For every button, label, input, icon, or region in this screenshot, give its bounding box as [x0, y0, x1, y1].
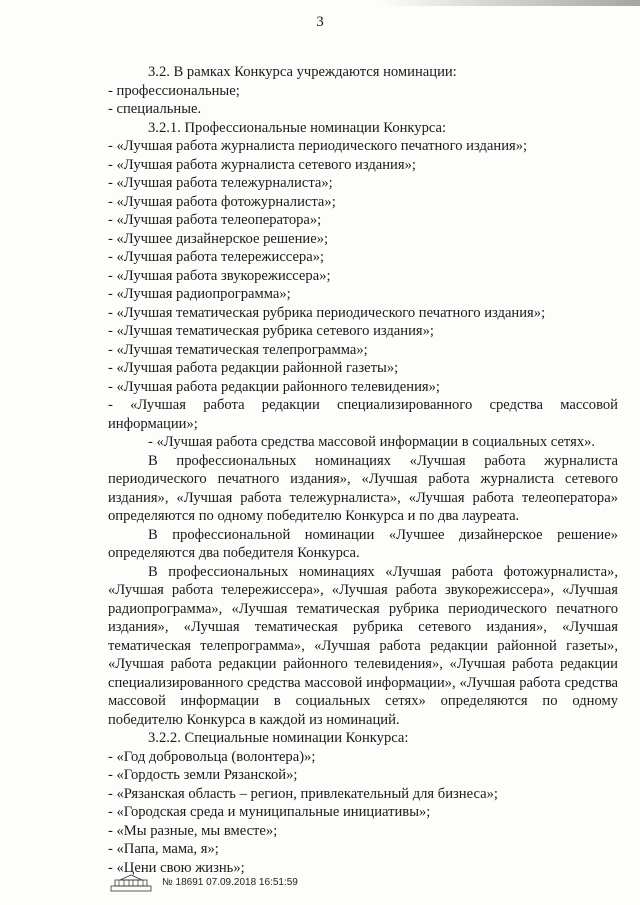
list-item: - «Лучшая работа редакции районного телевидения»;: [108, 378, 440, 395]
list-item: - «Лучшая работа журналиста периодического печатного издания»;: [108, 138, 528, 154]
document-registration-stamp: № 18691 07.09.2018 16:51:59: [162, 877, 298, 888]
list-item: - «Папа, мама, я»;: [108, 841, 219, 857]
list-item: - профессиональные;: [108, 82, 240, 99]
list-item: - «Лучшая тематическая рубрика сетевого издания»;: [108, 323, 434, 339]
section-3-2-2-heading: 3.2.2. Специальные номинации Конкурса:: [148, 730, 409, 746]
list-item: - «Гордость земли Рязанской»;: [108, 767, 298, 783]
list-item: - «Лучшая работа телеоператора»;: [108, 212, 322, 228]
list-item: - «Лучшая работа журналиста сетевого издания»;: [108, 156, 416, 173]
section-3-2-heading: 3.2. В рамках Конкурса учреждаются номинации:: [148, 64, 457, 80]
list-item: - «Лучшая тематическая телепрограмма»;: [108, 341, 368, 358]
list-item: - специальные.: [108, 101, 202, 117]
list-item: - «Лучшая тематическая рубрика периодического печатного издания»;: [108, 304, 546, 321]
list-item: - «Год добровольца (волонтера)»;: [108, 748, 316, 765]
list-item: - «Лучшая работа телережиссера»;: [108, 249, 325, 265]
list-item: - «Мы разные, мы вместе»;: [108, 822, 278, 839]
list-item: - «Лучшая радиопрограмма»;: [108, 286, 291, 302]
list-item: - «Лучшая работа фотожурналиста»;: [108, 193, 336, 210]
list-item: - «Лучшая работа тележурналиста»;: [108, 175, 333, 191]
list-item: - «Лучшая работа средства массовой информации в социальных сетях».: [148, 434, 596, 450]
list-item: - «Цени свою жизнь»;: [108, 859, 245, 876]
paragraph: В профессиональных номинациях «Лучшая работа фотожурналиста», «Лучшая работа телережиссера», «Лучшая работа звукорежиссера», «Лучшая радиопрограмма», «Лучшая тематическая рубрика периодического печатного издания», «Лучшая тематическая рубрика сетевого издания», «Лучшая тематическая телепрограмма», «Лучшая работа редакции районной газеты», «Лучшая работа редакции районного телевидения», «Лучшая работа редакции специализированного средства массовой информации», «Лучшая работа средства массовой информации в социальных сетях» определяются по одному победителю Конкурса в каждой из номинаций.: [108, 563, 618, 728]
list-item: - «Рязанская область – регион, привлекательный для бизнеса»;: [108, 785, 498, 802]
list-item: - «Городская среда и муниципальные инициативы»;: [108, 804, 431, 820]
scan-edge-artifact: [380, 0, 640, 6]
list-item: - «Лучшее дизайнерское решение»;: [108, 230, 329, 247]
list-item: - «Лучшая работа редакции районной газеты»;: [108, 360, 399, 376]
paragraph: В профессиональной номинации «Лучшее дизайнерское решение» определяются два победителя Конкурса.: [108, 526, 618, 561]
document-body: [108, 63, 618, 877]
page-number: 3: [316, 14, 324, 30]
list-item: - «Лучшая работа звукорежиссера»;: [108, 267, 331, 284]
list-item-long: - «Лучшая работа редакции специализированного средства массовой информации»;: [108, 397, 618, 432]
paragraph: В профессиональных номинациях «Лучшая работа журналиста периодического печатного издания», «Лучшая работа журналиста сетевого издания», «Лучшая работа тележурналиста», «Лучшая работа телеоператора» определяются по одному победителю Конкурса и по два лауреата.: [108, 452, 618, 524]
footer: [110, 872, 410, 894]
section-3-2-1-heading: 3.2.1. Профессиональные номинации Конкурса:: [148, 119, 447, 136]
building-seal-icon: [110, 874, 152, 892]
